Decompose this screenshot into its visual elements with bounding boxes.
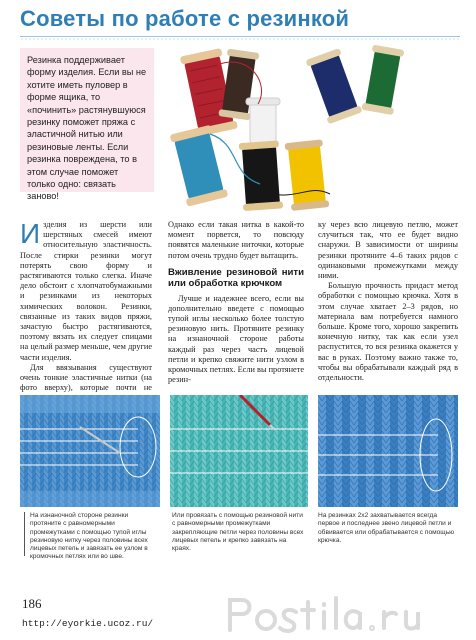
caption-1: На изнаночной стороне резинки протяните с равномерными промежутками с помощью тупой иглы резиновую нитку через половины всех лицевых петель и завязать ее узлом в кромочных петлях или во шве. [30,512,148,561]
intro-box [20,48,154,202]
caption-2: Или провязать с помощью резиновой нити с равномерными промежутками закрепляющие петли через половины всех лицевых петель и крепко завязать на краях. [172,512,304,553]
col1-paragraph-1: зделия из шерсти или шерстяных смесей имеют относительную эластичность. После стирки резинки могут потерять свою форму и растягиваются только слегка. Иначе дело обстоит с хлопчатобумажными и резинками из некоторых химических волокон. Резинки, связанные из таких видов пряжи, зачастую быстро растягиваются, поэтому вязать их следует спицами на целый размер меньше, чем другие части изделия. [20,220,152,362]
caption-rule-1 [24,512,25,556]
photo-rib-teal-hook [170,395,308,507]
photo-rib-2x2-blue [318,395,458,507]
text-column-1 [20,220,152,404]
drop-cap: И [20,218,41,249]
white-bobbin [246,98,280,144]
col3-paragraph-2: Большую прочность придаст метод обработки с помощью крючка. Хотя в этом случае хватает 2–3 рядов, но материала вам потребуется намного больше. Кроме того, хорошо закрепить конечную нитку, так как если узел распустится, то вся резинка окажется у вас в руках. Поэтому важно также то, чтобы вы обрабатывали каждый ряд в отдельности. [318,281,458,383]
caption-3: На резинках 2х2 захватывается всегда первое и последнее звено лицевой петли и обвивается или обрабатывается с помощью крючка. [318,512,455,544]
navy-spool [305,48,362,124]
col1-paragraph-2: Для ввязывания существуют очень тонкие эластичные нитки (на фото вверху), которые почти не [20,362,152,393]
col3-paragraph-1: ку через всю лицевую петлю, может случиться так, что ее будет видно снаружи. В зависимости от ширины резинки протяните 4–6 таких рядов с одинаковыми промежутками между ними. [318,220,458,281]
green-spool [361,45,404,116]
blue-spool [170,125,229,207]
page-number: 186 [22,596,42,611]
text-column-3 [318,220,458,383]
source-url[interactable]: http://eyorkie.ucoz.ru/ [22,618,154,629]
thread-spools-image [160,44,460,214]
title-dotted-rule [20,38,460,40]
yellow-spool [284,139,329,211]
col2-paragraph-2: Лучше и надежнее всего, если вы дополнительно введете с помощью тупой иглы несколько более толстую резиновую нить. Протяните резинку на изнаночной стороне работы каждый раз через частъ лицевой петли и крепко свяжите нити узлом в кромочных петлях. Если вы протянете резин- [168,293,304,385]
watermark-logo [222,592,460,636]
title-rule [20,36,460,37]
page-title: Советы по работе с резинкой [20,6,350,31]
section-subheading: Вживление резиновой нити или обработка крючком [168,266,304,290]
text-column-2 [168,220,304,385]
col2-paragraph-1: Однако если такая нитка в какой-то момент порвется, то повсюду появятся маленькие ниточки, которые потом очень трудно будет вытащить. [168,220,304,260]
photo-rib-blue-needle [20,395,160,507]
intro-text: Резинка поддерживает форму изделия. Если вы не хотите иметь пуловер в форме ящика, то «починить» растянувшуюся резинку поможет пряжа с эластичной нитью или резиновые ленты. Если резинка повреждена, то в этом случае поможет только одно: связать заново! [27,55,147,202]
